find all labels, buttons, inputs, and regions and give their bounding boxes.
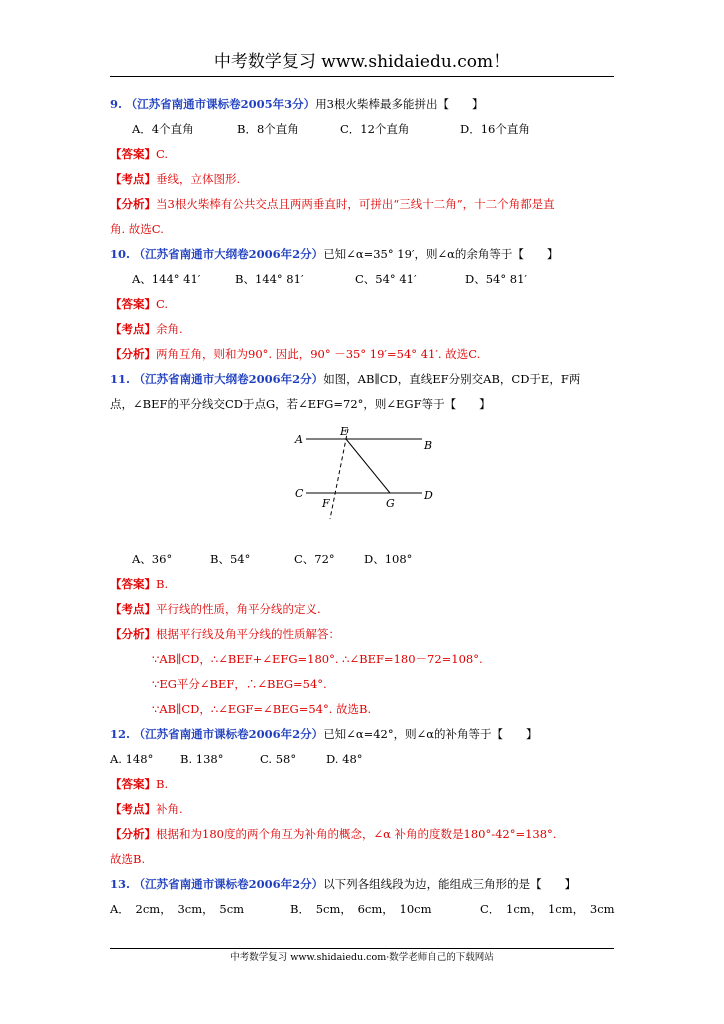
option-b: B． 5cm， 6cm， 10cm [290, 902, 432, 916]
line-eg [346, 439, 390, 493]
label-d: D [424, 489, 433, 502]
label-a: A [295, 433, 303, 446]
question-number: 12. [110, 727, 131, 741]
question-10-stem [110, 242, 615, 267]
label-b: B [424, 439, 433, 452]
analysis-step [110, 647, 615, 672]
page-footer: 中考数学复习 www.shidaiedu.com·数学老师自己的下载网站 [230, 952, 494, 963]
question-number: 10. [110, 247, 131, 261]
question-number: 13. [110, 877, 131, 891]
analysis-text: 故选B. [110, 852, 146, 866]
answer-value: B. [156, 777, 169, 791]
answer-tag: 【答案】 [110, 147, 156, 161]
question-number: 9. [110, 97, 123, 111]
header-divider [110, 76, 614, 77]
question-text: 以下列各组线段为边，能组成三角形的是【 】 [323, 877, 577, 891]
label-g: G [386, 497, 395, 510]
question-text: 点，∠BEF的平分线交CD于点G，若∠EFG=72°，则∠EGF等于【 】 [110, 397, 491, 411]
option-b: B、144° 81′ [235, 272, 304, 286]
parallel-lines-figure [290, 421, 440, 543]
point-value: 平行线的性质，角平分线的定义. [156, 602, 321, 616]
option-a: A． 2cm， 3cm， 5cm [110, 902, 245, 916]
analysis-line [110, 342, 615, 367]
option-d: D．16个直角 [460, 122, 530, 136]
answer-tag: 【答案】 [110, 777, 156, 791]
document-body [110, 92, 615, 922]
analysis-tag: 【分析】 [110, 197, 156, 211]
question-source: （江苏省南通市大纲卷2006年2分） [133, 247, 324, 261]
option-b: B、54° [210, 552, 251, 566]
answer-tag: 【答案】 [110, 577, 156, 591]
option-a: A. 148° [110, 752, 154, 766]
answer-tag: 【答案】 [110, 297, 156, 311]
option-b: B．8个直角 [237, 122, 299, 136]
analysis-text: ∵AB∥CD，∴∠BEF+∠EFG=180°. ∴∠BEF=180－72=108°. [152, 652, 483, 666]
option-c: C． 1cm， 1cm， 3cm [480, 902, 615, 916]
label-c: C [295, 487, 304, 500]
question-11-stem-continued [110, 392, 615, 417]
analysis-text: 根据和为180度的两个角互为补角的概念，∠α 补角的度数是180°-42°=138°. [156, 827, 557, 841]
question-12-options [110, 747, 615, 772]
analysis-text: 根据平行线及角平分线的性质解答： [156, 627, 340, 641]
analysis-line [110, 622, 615, 647]
label-e: E [340, 425, 349, 438]
option-a: A、36° [132, 552, 173, 566]
question-12-stem [110, 722, 615, 747]
point-line [110, 167, 615, 192]
point-tag: 【考点】 [110, 602, 156, 616]
point-value: 余角. [156, 322, 183, 336]
analysis-line [110, 822, 615, 847]
question-9-stem [110, 92, 615, 117]
question-number: 11. [110, 372, 131, 386]
analysis-text: ∵AB∥CD，∴∠EGF=∠BEG=54°. 故选B. [152, 702, 372, 716]
analysis-tag: 【分析】 [110, 827, 156, 841]
option-b: B. 138° [180, 752, 224, 766]
analysis-tag: 【分析】 [110, 627, 156, 641]
question-11-options [110, 547, 615, 572]
analysis-step [110, 672, 615, 697]
option-c: C．12个直角 [340, 122, 410, 136]
question-text: 如图，AB∥CD，直线EF分别交AB，CD于E，F两 [323, 372, 581, 386]
option-d: D、108° [364, 552, 413, 566]
line-ef [330, 429, 348, 519]
point-tag: 【考点】 [110, 322, 156, 336]
answer-line [110, 292, 615, 317]
analysis-text: 当3根火柴棒有公共交点且两两垂直时，可拼出“三线十二角”，十二个角都是直 [156, 197, 555, 211]
option-d: D、54° 81′ [465, 272, 528, 286]
question-text: 已知∠α=42°，则∠α的补角等于【 】 [323, 727, 538, 741]
question-source: （江苏省南通市大纲卷2006年2分） [133, 372, 324, 386]
page-header: 中考数学复习 www.shidaiedu.com！ [213, 52, 511, 72]
option-a: A、144° 41′ [132, 272, 201, 286]
question-9-options [110, 117, 615, 142]
answer-line [110, 572, 615, 597]
analysis-text: ∵EG平分∠BEF，∴∠BEG=54°. [152, 677, 327, 691]
answer-line [110, 772, 615, 797]
question-source: （江苏省南通市课标卷2005年3分） [125, 97, 316, 111]
question-10-options [110, 267, 615, 292]
point-value: 补角. [156, 802, 183, 816]
answer-line [110, 142, 615, 167]
footer-divider [110, 948, 614, 949]
analysis-line [110, 192, 615, 217]
analysis-text: 两角互角，则和为90°. 因此，90° －35° 19′=54° 41′. 故选C. [156, 347, 481, 361]
question-source: （江苏省南通市课标卷2006年2分） [133, 877, 324, 891]
option-c: C、72° [294, 552, 335, 566]
point-line [110, 797, 615, 822]
question-13-stem [110, 872, 615, 897]
option-d: D. 48° [326, 752, 363, 766]
analysis-text: 角. 故选C. [110, 222, 164, 236]
option-a: A．4个直角 [132, 122, 194, 136]
answer-value: C. [156, 297, 169, 311]
answer-value: C. [156, 147, 169, 161]
question-11-stem [110, 367, 615, 392]
point-line [110, 597, 615, 622]
analysis-step [110, 697, 615, 722]
question-text: 已知∠α=35° 19′，则∠α的余角等于【 】 [323, 247, 559, 261]
option-c: C、54° 41′ [355, 272, 417, 286]
analysis-tag: 【分析】 [110, 347, 156, 361]
question-source: （江苏省南通市课标卷2006年2分） [133, 727, 324, 741]
geometry-diagram [110, 417, 615, 547]
question-13-options [110, 897, 615, 922]
point-tag: 【考点】 [110, 172, 156, 186]
point-value: 垂线，立体图形. [156, 172, 241, 186]
answer-value: B. [156, 577, 169, 591]
label-f: F [322, 497, 330, 510]
option-c: C. 58° [260, 752, 297, 766]
analysis-line-continued [110, 217, 615, 242]
analysis-line-continued [110, 847, 615, 872]
point-tag: 【考点】 [110, 802, 156, 816]
point-line [110, 317, 615, 342]
question-text: 用3根火柴棒最多能拼出【 】 [315, 97, 484, 111]
